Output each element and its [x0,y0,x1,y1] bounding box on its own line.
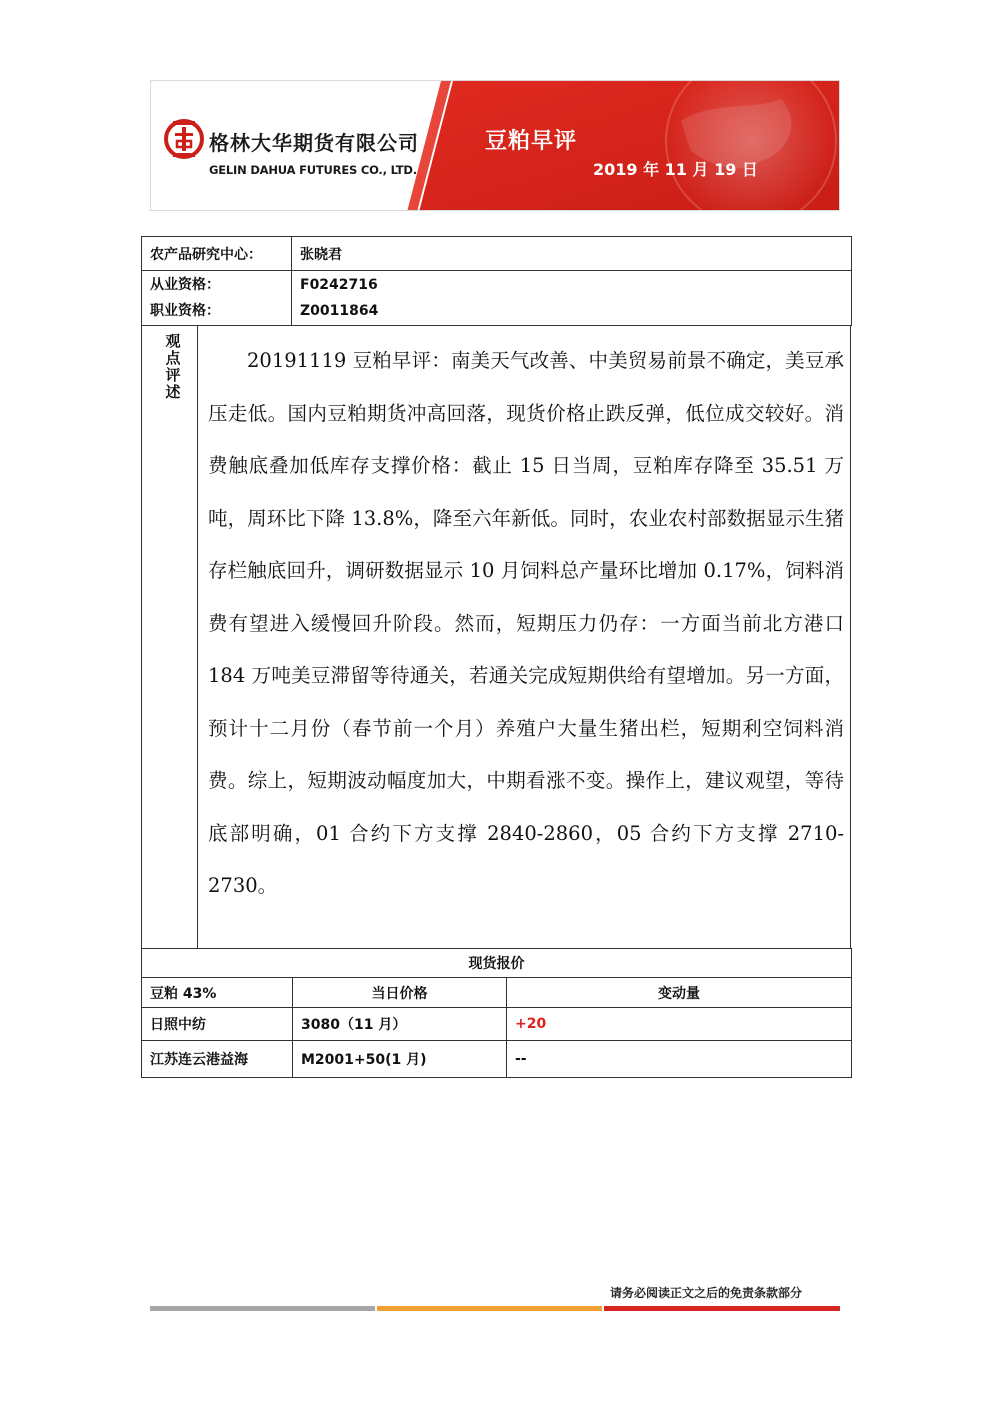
table-row [142,237,852,271]
company-name-cn: 格林大华期货有限公司 [209,131,419,155]
row-change: +20 [507,1008,852,1041]
company-logo-icon [163,115,205,163]
row-location: 日照中纺 [142,1008,293,1041]
column-header-change: 变动量 [507,978,852,1008]
report-date: 2019 年 11 月 19 日 [593,160,758,179]
column-header-product: 豆粕 43% [142,978,293,1008]
commentary-label: 观点评述 [165,332,181,401]
professional-qualification-label: 职业资格： [150,303,220,319]
analyst-name: 张晓君 [292,237,852,271]
table-row [142,1008,852,1041]
table-row [142,949,852,978]
table-row [142,271,852,326]
footer-bar-red [604,1306,840,1311]
spot-price-title: 现货报价 [142,949,852,978]
practice-qualification-label: 从业资格： [150,277,220,293]
company-name-en: GELIN DAHUA FUTURES CO., LTD. [209,163,417,177]
table-row [142,1041,852,1078]
footer-bar-orange [377,1306,602,1311]
row-change: -- [507,1041,852,1078]
report-title: 豆粕早评 [485,129,578,154]
row-price: 3080（11 月） [293,1008,507,1041]
practice-qualification-value: F0242716 [300,277,378,293]
professional-qualification-value: Z0011864 [300,303,379,319]
commentary-text: 20191119 豆粕早评：南美天气改善、中美贸易前景不确定，美豆承压走低。国内豆粕期货冲高回落，现货价格止跌反弹，低位成交较好。消费触底叠加低库存支撑价格：截止 15 日当周，豆粕库存降至 35.51 万吨，周环比下降 13.8%，降至六年新低。同时，农业农村部数据显示生猪存栏触底回升，调研数据显示 10 月饲料总产量环比增加 0.17%，饲料消费有望进入缓慢回升阶段。然而，短期压力仍存：一方面当前北方港口 184 万吨美豆滞留等待通关，若通关完成短期供给有望增加。另一方面，预计十二月份（春节前一个月）养殖户大量生猪出栏，短期利空饲料消费。综上，短期波动幅度加大，中期看涨不变。操作上，建议观望，等待底部明确，01 合约下方支撑 2840-2860，05 合约下方支撑 2710-2730。 [208,349,844,897]
spot-price-table [141,948,852,1078]
qualification-values [292,271,852,326]
research-center-label: 农产品研究中心： [142,237,292,271]
analyst-info-table [141,236,852,326]
header-banner [150,80,840,211]
table-header-row [142,978,852,1008]
column-header-price: 当日价格 [293,978,507,1008]
disclaimer-note: 请务必阅读正文之后的免责条款部分 [610,1286,803,1300]
row-location: 江苏连云港益海 [142,1041,293,1078]
commentary-side-column [142,325,198,948]
commentary-section [141,325,851,949]
row-price: M2001+50(1 月) [293,1041,507,1078]
footer-bar-gray [150,1306,375,1311]
qualification-labels [142,271,292,326]
